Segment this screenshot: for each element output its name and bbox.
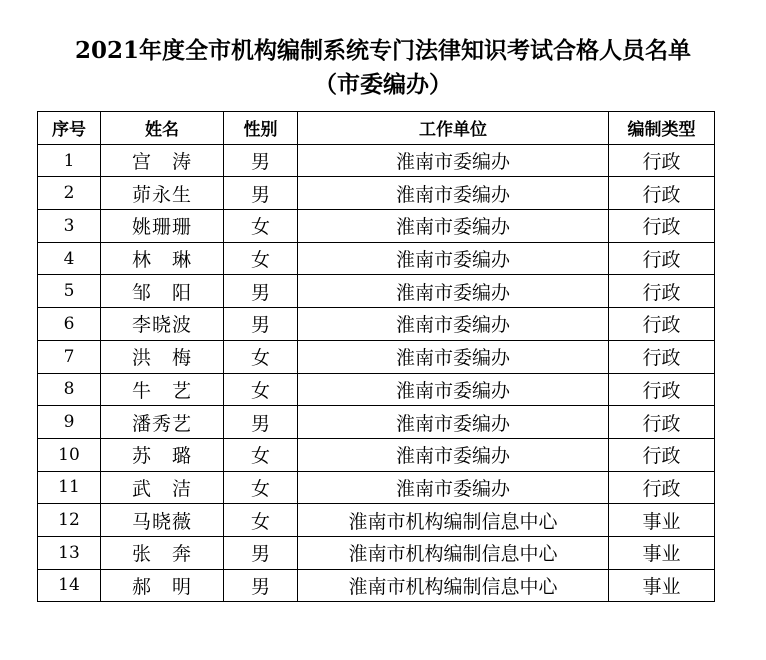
cell-gender: 男	[224, 144, 298, 177]
table-row	[38, 536, 715, 569]
cell-gender: 女	[224, 242, 298, 275]
table-row	[38, 438, 715, 471]
cell-index: 14	[38, 569, 101, 602]
document-title: 2021年度全市机构编制系统专门法律知识考试合格人员名单	[74, 37, 691, 64]
cell-workplace: 淮南市委编办	[298, 308, 609, 341]
table-row	[38, 340, 715, 373]
cell-workplace: 淮南市委编办	[298, 340, 609, 373]
cell-staffing-type: 行政	[609, 471, 715, 504]
cell-workplace: 淮南市委编办	[298, 144, 609, 177]
cell-staffing-type: 行政	[609, 275, 715, 308]
cell-name: 马晓薇	[101, 504, 224, 537]
cell-gender: 男	[224, 308, 298, 341]
cell-workplace: 淮南市委编办	[298, 242, 609, 275]
table-row	[38, 275, 715, 308]
cell-staffing-type: 事业	[609, 569, 715, 602]
cell-staffing-type: 行政	[609, 308, 715, 341]
cell-workplace: 淮南市机构编制信息中心	[298, 504, 609, 537]
cell-workplace: 淮南市委编办	[298, 438, 609, 471]
table-row	[38, 177, 715, 210]
cell-name: 邹 阳	[101, 275, 224, 308]
cell-name: 张 奔	[101, 536, 224, 569]
cell-workplace: 淮南市委编办	[298, 275, 609, 308]
cell-index: 6	[38, 308, 101, 341]
table-row	[38, 406, 715, 439]
table-row	[38, 242, 715, 275]
cell-gender: 女	[224, 438, 298, 471]
cell-gender: 男	[224, 536, 298, 569]
cell-name: 郝 明	[101, 569, 224, 602]
cell-index: 12	[38, 504, 101, 537]
cell-index: 8	[38, 373, 101, 406]
table-row	[38, 373, 715, 406]
header-index: 序号	[38, 112, 101, 145]
cell-staffing-type: 行政	[609, 340, 715, 373]
document-subtitle: （市委编办）	[314, 71, 452, 98]
cell-name: 宫 涛	[101, 144, 224, 177]
header-staffing-type: 编制类型	[609, 112, 715, 145]
cell-name: 李晓波	[101, 308, 224, 341]
cell-gender: 女	[224, 373, 298, 406]
header-name: 姓名	[101, 112, 224, 145]
cell-workplace: 淮南市委编办	[298, 406, 609, 439]
cell-staffing-type: 行政	[609, 242, 715, 275]
table-row	[38, 308, 715, 341]
cell-gender: 女	[224, 504, 298, 537]
results-table	[37, 111, 715, 602]
cell-name: 苏 璐	[101, 438, 224, 471]
cell-gender: 女	[224, 471, 298, 504]
cell-index: 9	[38, 406, 101, 439]
cell-index: 1	[38, 144, 101, 177]
table-row	[38, 471, 715, 504]
cell-gender: 男	[224, 177, 298, 210]
cell-workplace: 淮南市委编办	[298, 373, 609, 406]
table-header-row	[38, 112, 715, 145]
cell-staffing-type: 行政	[609, 406, 715, 439]
table-row	[38, 210, 715, 243]
cell-gender: 男	[224, 569, 298, 602]
table-row	[38, 144, 715, 177]
cell-index: 2	[38, 177, 101, 210]
cell-workplace: 淮南市机构编制信息中心	[298, 569, 609, 602]
cell-staffing-type: 行政	[609, 373, 715, 406]
cell-staffing-type: 行政	[609, 144, 715, 177]
cell-name: 牛 艺	[101, 373, 224, 406]
header-workplace: 工作单位	[298, 112, 609, 145]
cell-workplace: 淮南市委编办	[298, 177, 609, 210]
cell-index: 4	[38, 242, 101, 275]
cell-index: 7	[38, 340, 101, 373]
table-row	[38, 569, 715, 602]
cell-staffing-type: 事业	[609, 504, 715, 537]
cell-index: 3	[38, 210, 101, 243]
cell-name: 茆永生	[101, 177, 224, 210]
table-row	[38, 504, 715, 537]
cell-workplace: 淮南市委编办	[298, 210, 609, 243]
header-gender: 性别	[224, 112, 298, 145]
cell-staffing-type: 事业	[609, 536, 715, 569]
cell-name: 潘秀艺	[101, 406, 224, 439]
cell-workplace: 淮南市委编办	[298, 471, 609, 504]
cell-name: 林 琳	[101, 242, 224, 275]
cell-name: 武 洁	[101, 471, 224, 504]
cell-staffing-type: 行政	[609, 177, 715, 210]
cell-gender: 男	[224, 406, 298, 439]
cell-index: 13	[38, 536, 101, 569]
cell-gender: 男	[224, 275, 298, 308]
cell-index: 11	[38, 471, 101, 504]
cell-name: 洪 梅	[101, 340, 224, 373]
cell-staffing-type: 行政	[609, 438, 715, 471]
cell-name: 姚珊珊	[101, 210, 224, 243]
cell-gender: 女	[224, 210, 298, 243]
table-body	[38, 144, 715, 602]
cell-staffing-type: 行政	[609, 210, 715, 243]
cell-index: 10	[38, 438, 101, 471]
cell-workplace: 淮南市机构编制信息中心	[298, 536, 609, 569]
cell-index: 5	[38, 275, 101, 308]
cell-gender: 女	[224, 340, 298, 373]
